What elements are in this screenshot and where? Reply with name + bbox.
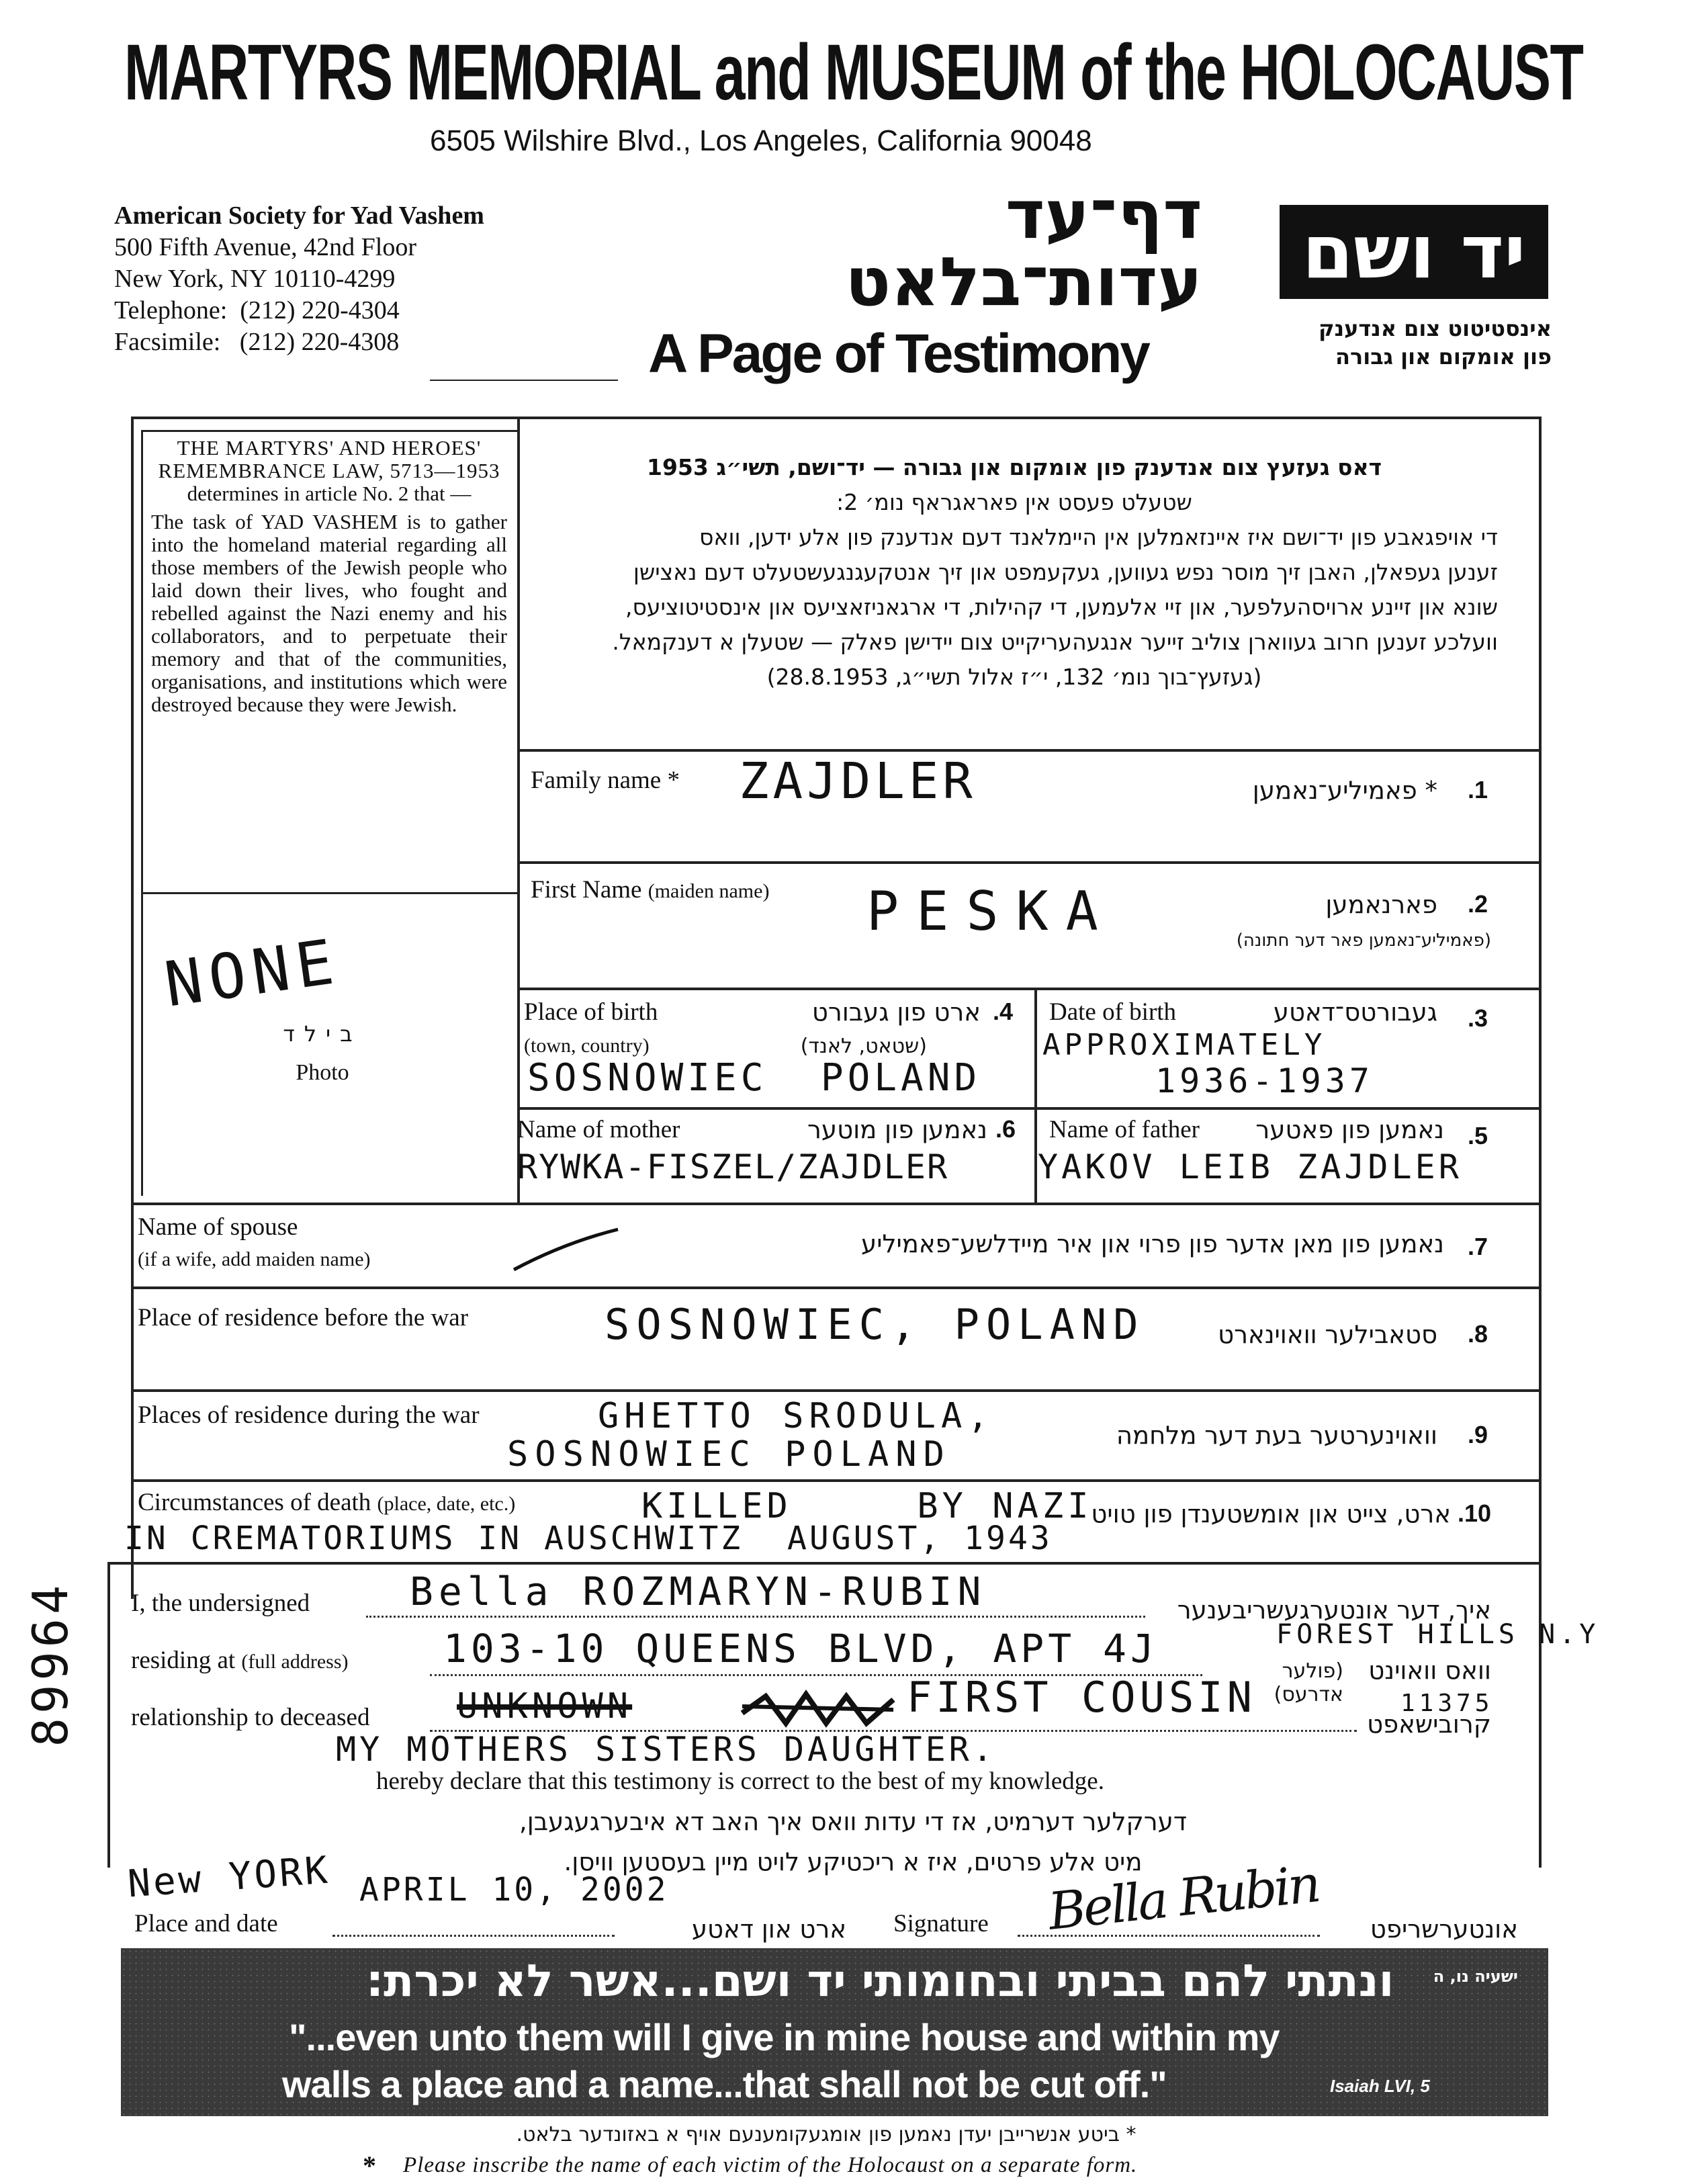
relationship-scribble: [739, 1686, 900, 1733]
spouse-number: .7: [1468, 1233, 1488, 1260]
law-heading: THE MARTYRS' AND HEROES' REMEMBRANCE LAW, 5713—1953: [158, 436, 500, 482]
residence-before-value: SOSNOWIEC, POLAND: [605, 1300, 1145, 1349]
death-label-text: Circumstances of death: [138, 1489, 371, 1516]
yiddish-law-line7: (געזעץ־בוך נומ׳ 132, י״ז אלול תשי״ג, 28.8.1953): [766, 664, 1262, 690]
law-box-bottom: [141, 892, 517, 894]
mother-yiddish: נאמען פון מוטער: [807, 1115, 987, 1144]
row-line-first: [517, 861, 1542, 864]
hebrew-title-line2: עדות־בלאט: [845, 243, 1202, 321]
footer-english: Please inscribe the name of each victim of the Holocaust on a separate form.: [403, 2153, 1138, 2177]
yiddish-law-line1: דאס געזעץ צום אנדענק פון אומקום און גבורה — יד־ושם, תשי״ג 1953: [646, 454, 1382, 480]
center-divider: [517, 417, 520, 1203]
logo-subtitle-1: אינסטיטוט צום אנדענק: [1319, 316, 1552, 341]
declare-yiddish-1: דערקלער דערמיט, אז די עדות וואס איך האב דא איבערגעגעבן,: [519, 1807, 1188, 1836]
footer-star: *: [363, 2150, 376, 2181]
yad-vashem-logo: יד ושם: [1280, 205, 1548, 299]
residence-before-label: Place of residence before the war: [138, 1304, 469, 1331]
relationship-value2: MY MOTHERS SISTERS DAUGHTER.: [336, 1730, 996, 1769]
row-line-during: [131, 1389, 1542, 1392]
death-number: .10: [1458, 1499, 1492, 1527]
father-label: Name of father: [1049, 1116, 1200, 1143]
law-determines: determines in article No. 2 that —: [187, 482, 472, 505]
date-of-birth-label: Date of birth: [1049, 998, 1177, 1026]
first-name-number: .2: [1468, 890, 1488, 918]
relationship-value: FIRST COUSIN: [907, 1673, 1256, 1722]
residing-yiddish-sub: (פולער אדרעס): [1274, 1659, 1343, 1706]
signature-value: Bella Rubin: [1045, 1853, 1321, 1941]
hebrew-title-line1: דף־עד: [1005, 175, 1202, 254]
society-facsimile: Facsimile: (212) 220-4308: [114, 328, 400, 356]
logo-subtitle-2: פון אומקום און גבורה: [1335, 344, 1552, 369]
row-line-declarant: [107, 1562, 1542, 1565]
signature-label: Signature: [893, 1910, 989, 1937]
zip-value: 11375: [1400, 1690, 1494, 1717]
banner-line1: "...even unto them will I give in mine house and within my: [289, 2016, 1280, 2058]
place-value: New YORK: [126, 1848, 332, 1907]
mother-number: .6: [995, 1115, 1016, 1143]
undersigned-yiddish: איך, דער אונטערגעשריבענער: [1177, 1596, 1491, 1624]
yiddish-law-line3: די אויפגאבע פון יד־ושם איז איינזאמלען אין היימלאנד דעם אנדענק פון אלע ידען, וואס: [699, 524, 1498, 550]
form-top-border: [131, 417, 1542, 419]
signature-yiddish: אונטערשריפט: [1370, 1915, 1518, 1943]
residing-label: [131, 1646, 349, 1675]
death-label-small: (place, date, etc.): [377, 1493, 516, 1515]
society-name: American Society for Yad Vashem: [114, 202, 484, 230]
museum-address: 6505 Wilshire Blvd., Los Angeles, California 90048: [430, 124, 1092, 157]
law-box-inner-border: [141, 430, 517, 432]
row-line-parents: [517, 1107, 1542, 1110]
place-dotline: [332, 1935, 615, 1937]
date-of-birth-yiddish: געבורטס־דאטע: [1273, 998, 1437, 1027]
first-name-label-small: (maiden name): [648, 880, 770, 902]
relationship-label: relationship to deceased: [131, 1704, 370, 1731]
form-left-border-lower: [107, 1562, 110, 1868]
father-value: YAKOV LEIB ZAJDLER: [1038, 1147, 1462, 1186]
place-of-birth-label: Place of birth: [524, 998, 658, 1026]
society-telephone: Telephone: (212) 220-4304: [114, 296, 400, 324]
signature-dotline: [1018, 1935, 1320, 1937]
residing-yiddish: וואס וואוינט: [1368, 1656, 1491, 1685]
form-left-border: [131, 417, 134, 1599]
place-of-birth-yiddish-sub: (שטאט, לאנד): [800, 1035, 927, 1058]
residence-during-number: .9: [1468, 1421, 1488, 1448]
spouse-label: Name of spouse: [138, 1213, 298, 1241]
declare-text: hereby declare that this testimony is correct to the best of my knowledge.: [376, 1767, 1104, 1795]
banner-hebrew-ref: ישעיה נו, ה: [1433, 1967, 1518, 1986]
place-yiddish: ארט און דאטע: [691, 1915, 846, 1943]
first-name-yiddish: פארנאמען: [1325, 890, 1437, 919]
isaiah-banner: [121, 1948, 1548, 2116]
photo-yiddish-label: בילד: [283, 1021, 362, 1047]
yiddish-law-text: [531, 450, 1498, 695]
residence-before-number: .8: [1468, 1320, 1488, 1348]
spouse-yiddish: נאמען פון מאן אדער פון פרוי און איר מיידלשע־פאמיליע: [861, 1229, 1444, 1258]
place-of-birth-value: SOSNOWIEC POLAND: [527, 1056, 981, 1100]
father-yiddish: נאמען פון פאטער: [1255, 1115, 1444, 1144]
yiddish-law-line2: שטעלט פעסט אין פאראגראף נומ׳ 2:: [836, 489, 1192, 515]
row-line-before: [131, 1286, 1542, 1289]
banner-line2: walls a place and a name...that shall not be cut off.": [282, 2063, 1167, 2105]
banner-hebrew: ונתתי להם בביתי ובחומותי יד ושם...אשר לא יכרת:: [365, 1955, 1394, 2007]
society-underline: [430, 380, 618, 381]
date-value: APRIL 10, 2002: [359, 1871, 669, 1909]
first-name-value: PESKA: [866, 880, 1116, 943]
relationship-crossed-out: UNKNOWN: [457, 1686, 633, 1727]
residing-value-city: FOREST HILLS N.Y: [1276, 1619, 1600, 1650]
form-right-border: [1539, 417, 1542, 1868]
birth-divider: [1034, 988, 1037, 1203]
residing-label-text: residing at: [131, 1647, 236, 1674]
date-of-birth-value2: 1936-1937: [1155, 1061, 1374, 1100]
place-of-birth-yiddish: ארט פון געבורט: [811, 998, 981, 1027]
museum-title: MARTYRS MEMORIAL and MUSEUM of the HOLOCAUST: [124, 28, 1583, 117]
death-value1: KILLED BY NAZI: [641, 1486, 1093, 1526]
mother-label: Name of mother: [517, 1116, 680, 1143]
law-box-inner-left: [141, 430, 143, 1196]
family-name-number: .1: [1468, 776, 1488, 803]
death-yiddish: ארט, צייט און אומשטענדן פון טויט: [1091, 1499, 1451, 1528]
first-name-yiddish-sub: (פאמיליע־נאמען פאר דער חתונה): [1236, 930, 1491, 951]
yiddish-law-line6: וועלכע זענען חרוב געווארן צוליב זייער אנגעהעריקייט צום יידישן פאלק — שטעלן א דענקמאל.: [612, 629, 1498, 655]
family-name-value: ZAJDLER: [739, 752, 977, 810]
row-line-family: [517, 749, 1542, 752]
residence-during-value1: GHETTO SRODULA,: [598, 1396, 994, 1436]
father-number: .5: [1468, 1122, 1488, 1149]
undersigned-value: Bella ROZMARYN-RUBIN: [410, 1569, 987, 1614]
yiddish-law-line4: זענען געפאלן, האבן זיך מוסר נפש געווען, געקעמפט און זיך אנטקעגנגעשטעלט דעם נאצישן: [633, 559, 1498, 585]
residence-before-yiddish: סטאבילער וואוינארט: [1218, 1320, 1437, 1349]
page-of-testimony-title: A Page of Testimony: [648, 323, 1149, 384]
society-line1: 500 Fifth Avenue, 42nd Floor: [114, 233, 417, 261]
death-label: [138, 1488, 515, 1517]
yiddish-law-line5: שונא און זיינע ארויסהעלפער, און זיי אלעמען, די קהילות, די ארגאניזאציעס און אינסטיטוציעס,: [625, 594, 1498, 620]
society-line2: New York, NY 10110-4299: [114, 265, 396, 293]
society-block: [114, 200, 484, 358]
banner-ref: Isaiah LVI, 5: [1330, 2076, 1430, 2096]
mother-value: RYWKA-FISZEL/ZAJDLER: [517, 1147, 949, 1186]
place-label: Place and date: [134, 1910, 278, 1937]
row-line-spouse: [131, 1203, 1542, 1205]
declare-yiddish-2: מיט אלע פרטים, איז א ריכטיקע לויט מיין בעסטען וויסן.: [564, 1847, 1143, 1876]
footer-yiddish: * ביטע אנשרייבן יעדן נאמען פון אומגעקומענעם אויף א באזונדער בלאט.: [516, 2123, 1136, 2146]
residing-label-small: (full address): [241, 1651, 349, 1673]
family-name-yiddish: * פאמיליע־נאמען: [1252, 776, 1437, 805]
row-line-death: [131, 1479, 1542, 1482]
residence-during-label: Places of residence during the war: [138, 1401, 480, 1429]
death-value2: IN CREMATORIUMS IN AUSCHWITZ AUGUST, 1943: [124, 1520, 1053, 1557]
side-handwritten-number: 89964: [22, 1581, 79, 1747]
spouse-dash-stroke: [510, 1223, 625, 1276]
relationship-yiddish: קרובישאפט: [1367, 1710, 1491, 1739]
photo-label: Photo: [296, 1060, 349, 1085]
residence-during-yiddish: וואוינערטער בעת דער מלחמה: [1116, 1421, 1437, 1450]
photo-none-handwritten: NONE: [160, 925, 345, 1021]
undersigned-label: I, the undersigned: [131, 1589, 310, 1617]
date-of-birth-value1: APPROXIMATELY: [1042, 1028, 1327, 1062]
residing-value: 103-10 QUEENS BLVD, APT 4J: [443, 1626, 1158, 1671]
law-box: [151, 437, 507, 716]
spouse-sub: (if a wife, add maiden name): [138, 1248, 371, 1270]
first-name-label-text: First Name: [531, 876, 642, 904]
place-of-birth-sub: (town, country): [524, 1035, 650, 1057]
place-of-birth-number: .4: [993, 998, 1014, 1025]
undersigned-dotline: [366, 1616, 1145, 1618]
family-name-label: Family name *: [531, 767, 680, 794]
date-of-birth-number: .3: [1468, 1004, 1488, 1032]
law-text: The task of YAD VASHEM is to gather into the homeland material regarding all those members of the Jewish people who laid down their lives, who fought and rebelled against the Nazi enemy and his collaborators, and to perpetuate their memory and that of the communities, organisations, and institutions which were destroyed because they were Jewish.: [151, 510, 507, 716]
residence-during-value2: SOSNOWIEC POLAND: [507, 1434, 951, 1475]
row-line-birth: [517, 988, 1542, 990]
first-name-label: [531, 875, 769, 904]
